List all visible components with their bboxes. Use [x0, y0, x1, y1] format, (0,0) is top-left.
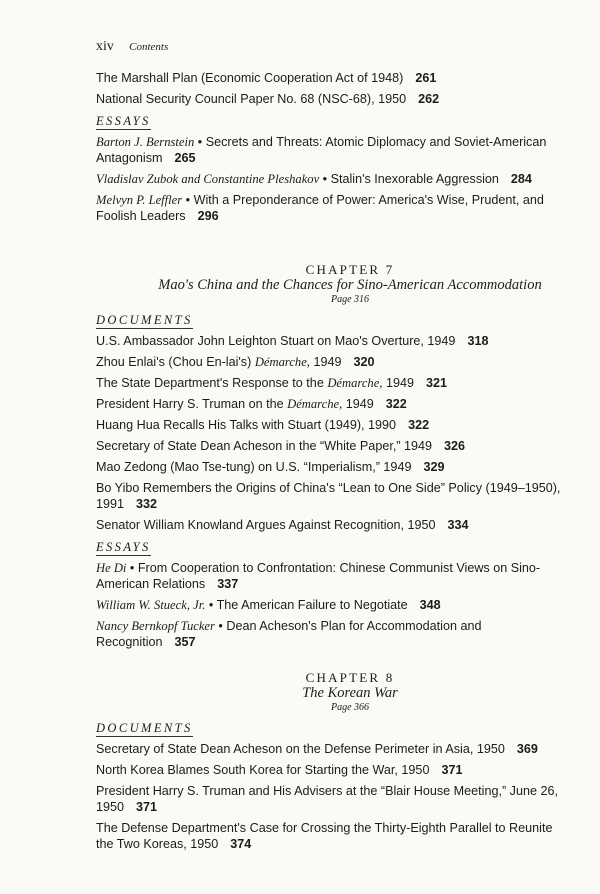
chapter-label: CHAPTER 7: [305, 262, 395, 277]
chapter8-contents: [96, 719, 566, 857]
essays-heading: ESSAYS: [96, 540, 151, 554]
running-title: Contents: [129, 41, 169, 53]
essay-entry[interactable]: Nancy Bernkopf Tucker • Dean Acheson's Plan for Accommodation and Recognition 357: [96, 619, 482, 649]
document-entry[interactable]: Secretary of State Dean Acheson on the Defense Perimeter in Asia, 1950 369: [96, 742, 538, 756]
document-entry[interactable]: Senator William Knowland Argues Against Recognition, 1950 334: [96, 518, 469, 532]
documents-heading: DOCUMENTS: [96, 721, 193, 735]
chapter-label: CHAPTER 8: [305, 670, 395, 685]
essay-entry[interactable]: Vladislav Zubok and Constantine Pleshakov • Stalin's Inexorable Aggression 284: [96, 172, 532, 186]
essay-entry[interactable]: Barton J. Bernstein • Secrets and Threats: Atomic Diplomacy and Soviet-American Antagonism 265: [96, 135, 547, 165]
essays-heading: ESSAYS: [96, 114, 151, 128]
document-entry[interactable]: The Defense Department's Case for Crossing the Thirty-Eighth Parallel to Reunite the Two Koreas, 1950 374: [96, 821, 553, 851]
essay-entry[interactable]: William W. Stueck, Jr. • The American Failure to Negotiate 348: [96, 598, 441, 612]
document-entry[interactable]: Secretary of State Dean Acheson in the “White Paper,” 1949 326: [96, 439, 466, 453]
chapter6-continuation: [96, 70, 566, 229]
chapter7-contents: [96, 311, 566, 655]
chapter7-heading: [150, 262, 550, 306]
document-entry[interactable]: Huang Hua Recalls His Talks with Stuart (1949), 1990 322: [96, 418, 430, 432]
document-entry[interactable]: The State Department's Response to the Démarche, 1949 321: [96, 376, 447, 390]
page-number: xiv: [96, 39, 114, 54]
document-entry[interactable]: Mao Zedong (Mao Tse-tung) on U.S. “Imperialism,” 1949 329: [96, 460, 445, 474]
chapter8-heading: [150, 670, 550, 714]
chapter-title[interactable]: The Korean War: [302, 685, 398, 701]
chapter-page: Page 316: [330, 294, 370, 305]
essay-entry[interactable]: He Di • From Cooperation to Confrontation: Chinese Communist Views on Sino-American Relations 337: [96, 561, 541, 591]
document-entry[interactable]: National Security Council Paper No. 68 (NSC-68), 1950 262: [96, 92, 440, 106]
document-entry[interactable]: The Marshall Plan (Economic Cooperation Act of 1948) 261: [96, 71, 437, 85]
running-header: [96, 38, 168, 55]
document-entry[interactable]: President Harry S. Truman on the Démarche, 1949 322: [96, 397, 407, 411]
documents-heading: DOCUMENTS: [96, 313, 193, 327]
document-entry[interactable]: Bo Yibo Remembers the Origins of China's “Lean to One Side” Policy (1949–1950), 1991 332: [96, 481, 561, 511]
chapter-page: Page 366: [330, 702, 370, 713]
document-entry[interactable]: U.S. Ambassador John Leighton Stuart on Mao's Overture, 1949 318: [96, 334, 489, 348]
chapter-title[interactable]: Mao's China and the Chances for Sino-American Accommodation: [158, 277, 542, 293]
document-entry[interactable]: President Harry S. Truman and His Advisers at the “Blair House Meeting,” June 26, 1950 371: [96, 784, 558, 814]
document-entry[interactable]: North Korea Blames South Korea for Starting the War, 1950 371: [96, 763, 463, 777]
document-entry[interactable]: Zhou Enlai's (Chou En-lai's) Démarche, 1949 320: [96, 355, 375, 369]
essay-entry[interactable]: Melvyn P. Leffler • With a Preponderance of Power: America's Wise, Prudent, and Foolish Leaders 296: [96, 193, 544, 223]
